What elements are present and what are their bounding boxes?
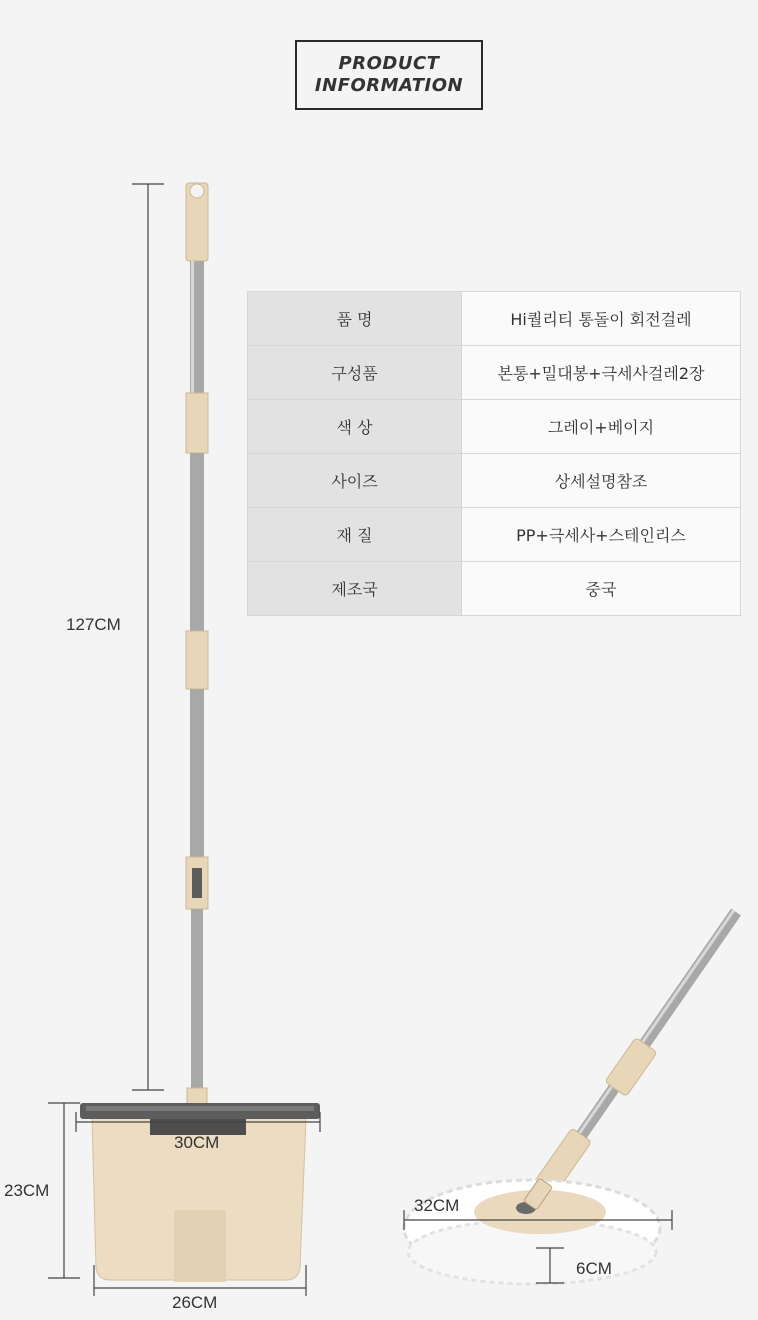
- mop-head-icon: [404, 910, 736, 1284]
- table-row: [248, 292, 741, 346]
- spec-value: Hi퀄리티 통돌이 회전걸레: [462, 292, 741, 346]
- spec-key: 구성품: [248, 346, 462, 400]
- spec-key: 품 명: [248, 292, 462, 346]
- height-dimension-line: [132, 184, 164, 1090]
- bucket-icon: [80, 1103, 320, 1282]
- spec-table: [247, 291, 741, 616]
- mop-diameter-label: 32CM: [414, 1196, 460, 1215]
- table-row: [248, 346, 741, 400]
- table-row: [248, 562, 741, 616]
- bucket-width-label: 30CM: [174, 1133, 220, 1152]
- spec-key: 색 상: [248, 400, 462, 454]
- bucket-base-label: 26CM: [172, 1293, 218, 1312]
- title-line-1: PRODUCT: [338, 53, 440, 74]
- spec-value: 그레이+베이지: [462, 400, 741, 454]
- spec-key: 사이즈: [248, 454, 462, 508]
- bucket-height-label: 23CM: [4, 1181, 50, 1200]
- table-row: [248, 508, 741, 562]
- spec-value: 상세설명참조: [462, 454, 741, 508]
- mop-handle-icon: [186, 183, 208, 1104]
- spec-key: 재 질: [248, 508, 462, 562]
- title-line-2: INFORMATION: [314, 75, 464, 96]
- spec-key: 제조국: [248, 562, 462, 616]
- spec-value: 본통+밀대봉+극세사걸레2장: [462, 346, 741, 400]
- spec-value: 중국: [462, 562, 741, 616]
- height-label: 127CM: [66, 615, 121, 634]
- table-row: [248, 454, 741, 508]
- mop-thickness-label: 6CM: [576, 1259, 612, 1278]
- spec-value: PP+극세사+스테인리스: [462, 508, 741, 562]
- table-row: [248, 400, 741, 454]
